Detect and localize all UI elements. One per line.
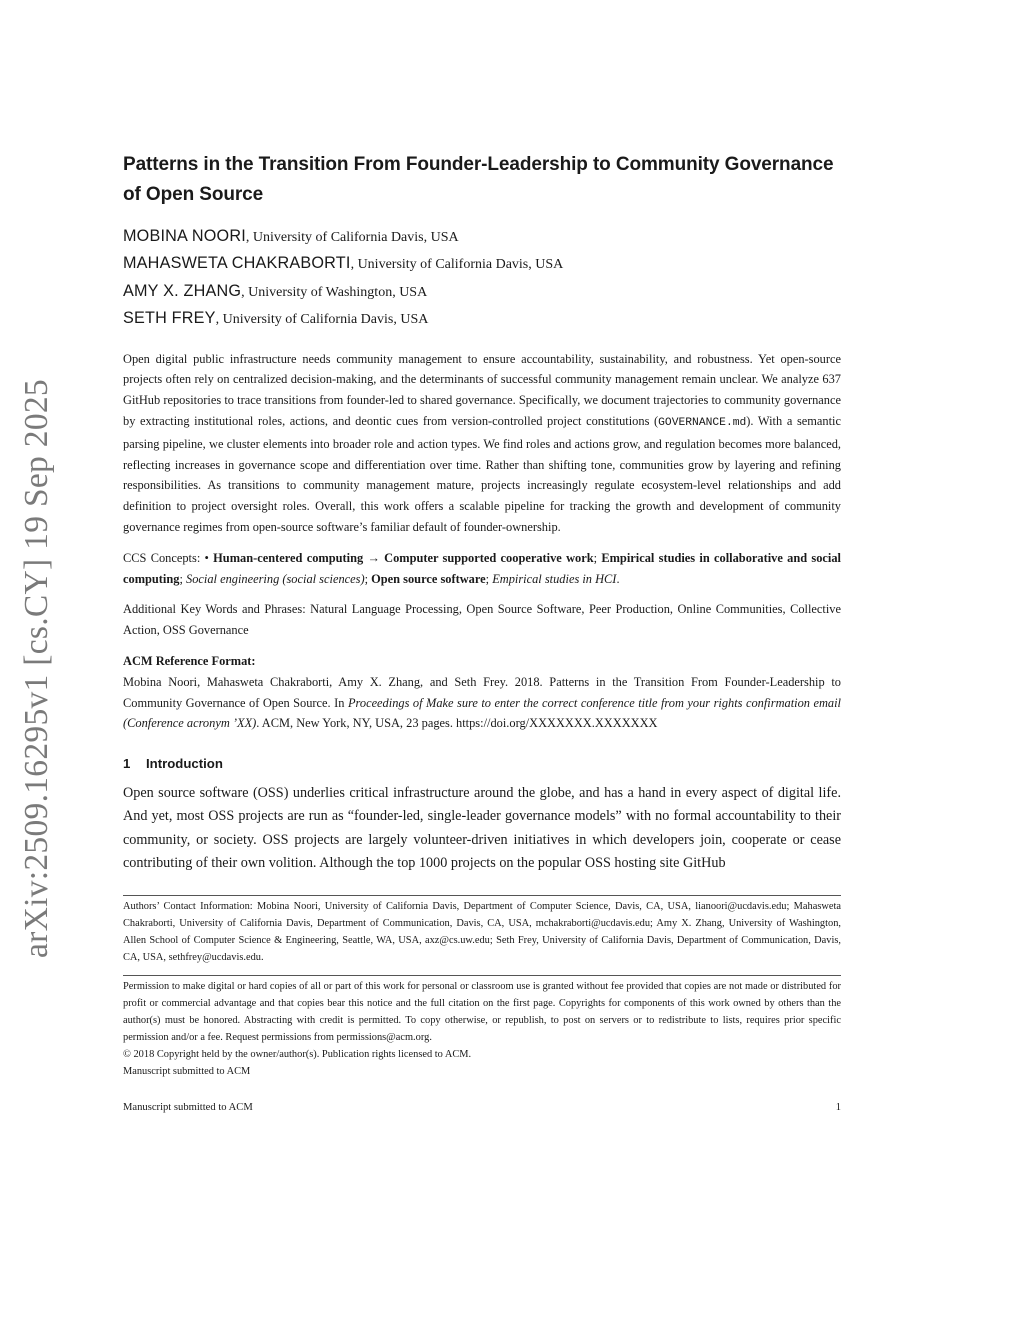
- governance-file-name: GOVERNANCE.md: [658, 416, 747, 429]
- author-name: AMY X. ZHANG: [123, 281, 242, 300]
- keywords: Additional Key Words and Phrases: Natural Language Processing, Open Source Software, Peer Production, Online Communities, Collective Action, OSS Governance: [123, 602, 841, 638]
- page-number: 1: [835, 1102, 841, 1113]
- author-name: SETH FREY: [123, 309, 216, 328]
- paper-first-page: [123, 150, 841, 875]
- footer-manuscript-note: Manuscript submitted to ACM: [123, 1102, 253, 1113]
- acm-reference-heading: ACM Reference Format:: [123, 653, 256, 668]
- author-entry: [123, 250, 841, 277]
- author-contact-info: Authors’ Contact Information: Mobina Noori, University of California Davis, Department of Computer Science, Davis, CA, USA, lianoori@ucdavis.edu; Mahasweta Chakraborti, University of California Davis, Department of Communication, Davis, CA, USA, mchakraborti@ucdavis.edu; Amy X. Zhang, University of Washington, Allen School of Computer Science & Engineering, Seattle, WA, USA, axz@cs.uw.edu; Seth Frey, University of California Davis, Department of Communication, Davis, CA, USA, sethfrey@ucdavis.edu.: [123, 901, 841, 963]
- paper-title: Patterns in the Transition From Founder-Leadership to Community Governance of Open Source: [123, 154, 834, 205]
- permission-divider: [123, 975, 841, 976]
- author-entry: [123, 223, 841, 250]
- abstract: Open digital public infrastructure needs community management to ensure accountability, sustainability, and robustness. Yet open-source projects often rely on centralized decision-making, and the determinants of successful community management remain unclear. We analyze 637 GitHub repositories to trace transitions from founder-led to shared governance. Specifically, we document trajectories to community governance by extracting institutional roles, actions, and deontic cues from version-controlled project constitutions (GOVERNANCE.md). With a semantic parsing pipeline, we cluster elements into broader role and action types. We find roles and actions grow, and regulation becomes more balanced, reflecting increases in governance scope and differentiation over time. Rather than shifting tone, communities grow by layering and refining responsibilities. As transitions to community management mature, projects increasingly regulate ecosystem-level relationships and add definition to project oversight roles. Overall, this work offers a scalable pipeline for tracking the growth and development of community governance regimes from open-source software’s familiar default of founder-ownership.: [123, 351, 841, 534]
- permission-text: Permission to make digital or hard copies of all or part of this work for personal or classroom use is granted without fee provided that copies are not made or distributed for profit or commercial advantage and that copies bear this notice and the full citation on the first page. Copyrights for components of this work owned by others than the author(s) must be honored. Abstracting with credit is permitted. To copy otherwise, or republish, to post on servers or to redistribute to lists, requires prior specific permission and/or a fee. Request permissions from permissions@acm.org.: [123, 981, 841, 1043]
- author-affiliation: , University of California Davis, USA: [215, 312, 429, 328]
- arxiv-identifier: arXiv:2509.16295v1 [cs.CY] 19 Sep 2025: [18, 379, 55, 958]
- manuscript-note: Manuscript submitted to ACM: [123, 1066, 251, 1077]
- author-name: MAHASWETA CHAKRABORTI: [123, 254, 351, 273]
- ccs-concepts: CCS Concepts: • Human-centered computing → Computer supported cooperative work; Empirical studies in collaborative and social computing; Social engineering (social sciences); Open source software; Empirical studies in HCI.: [123, 550, 841, 586]
- author-affiliation: , University of California Davis, USA: [245, 230, 459, 245]
- author-entry: [123, 278, 841, 305]
- acm-reference: Mobina Noori, Mahasweta Chakraborti, Amy X. Zhang, and Seth Frey. 2018. Patterns in the Transition From Founder-Leadership to Community Governance of Open Source. In Proceedings of Make sure to enter the correct conference title from your rights confirmation email (Conference acronym ’XX). ACM, New York, NY, USA, 23 pages. https://doi.org/XXXXXXX.XXXXXXX: [123, 674, 841, 731]
- introduction-paragraph: Open source software (OSS) underlies critical infrastructure around the globe, and has a hand in every aspect of digital life. And yet, most OSS projects are run as “founder-led, single-leader governance models” with no formal accountability to their community, or society. OSS projects are largely volunteer-driven initiatives in which developers join, cooperate or cease contributing of their own volition. Although the top 1000 projects on the popular OSS hosting site GitHub: [123, 785, 841, 871]
- section-heading: 1 Introduction: [123, 756, 223, 772]
- copyright-line: © 2018 Copyright held by the owner/author(s). Publication rights licensed to ACM.: [123, 1049, 472, 1060]
- author-entry: [123, 305, 841, 332]
- author-affiliation: , University of Washington, USA: [241, 284, 428, 300]
- permission-notice: [123, 978, 841, 1080]
- author-name: MOBINA NOORI: [123, 227, 246, 245]
- author-list: [123, 223, 841, 333]
- footnote-divider: [123, 895, 841, 896]
- author-affiliation: , University of California Davis, USA: [350, 257, 564, 273]
- page-footer: [123, 1100, 841, 1116]
